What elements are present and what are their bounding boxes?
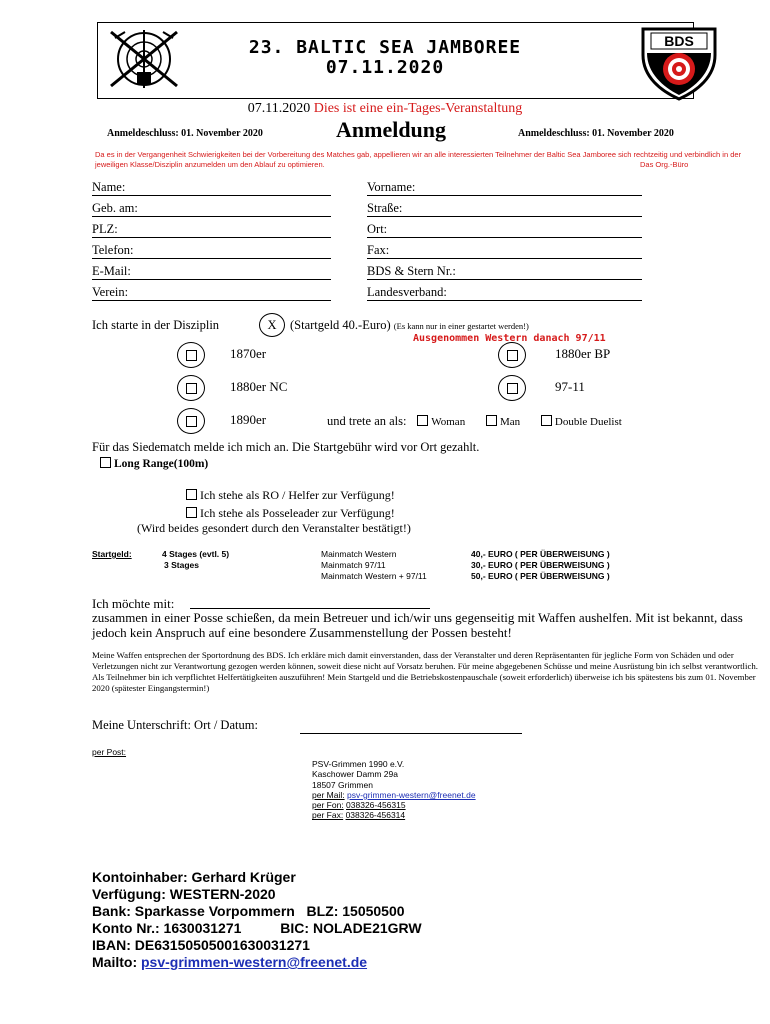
email-field[interactable] (92, 279, 331, 280)
post-mail-row (312, 790, 476, 800)
post-street: Kaschower Damm 29a (312, 769, 398, 780)
posseleader-label: Ich stehe als Posseleader zur Verfügung! (200, 506, 395, 520)
post-fon-value: 038326-456315 (346, 800, 406, 811)
notice-body: Da es in der Vergangenheit Schwierigkeiten bei der Vorbereitung des Matches gab, appellieren wir an alle interessierten Teilnehmer der Baltic Sea Jamboree sich rechtzeitig und verbindlich in der jeweiligen Klasse/Disziplin anzumelden um den Ablauf zu optimieren. (95, 150, 742, 169)
stages-2: 3 Stages (164, 560, 199, 570)
match-3: Mainmatch Western + 97/11 (321, 571, 427, 581)
siedematch-text: Für das Siedematch melde ich mich an. Die Startgebühr wird vor Ort gezahlt. (92, 440, 480, 454)
role-man-label: Man (499, 416, 521, 428)
strasse-field[interactable] (367, 216, 642, 217)
discipline-mark[interactable]: X (259, 313, 285, 337)
geb-label: Geb. am: (92, 201, 138, 215)
long-range-label: Long Range(100m) (114, 458, 209, 470)
per-post-label: per Post: (92, 747, 127, 757)
ro-option[interactable] (186, 488, 395, 503)
man-checkbox[interactable] (486, 415, 497, 426)
landesverband-field[interactable] (367, 300, 642, 301)
notice-text (95, 150, 745, 170)
discipline-fee-text: (Startgeld 40.-Euro) (290, 318, 391, 332)
email-label: E-Mail: (92, 264, 131, 278)
geb-field[interactable] (92, 216, 331, 217)
role-woman-label: Woman (431, 416, 466, 428)
match-1: Mainmatch Western (321, 549, 397, 559)
bds-field[interactable] (367, 279, 642, 280)
role-label: und trete an als: (327, 414, 407, 428)
price-3: 50,- EURO ( PER ÜBERWEISUNG ) (471, 571, 610, 581)
strasse-label: Straße: (367, 201, 403, 215)
ort-label: Ort: (367, 222, 388, 236)
match-2: Mainmatch 97/11 (321, 560, 386, 570)
post-fon-label: per Fon: (312, 800, 344, 811)
bank-name: Bank: Sparkasse Vorpommern BLZ: 15050500 (92, 903, 405, 919)
class-1880nc-checkbox[interactable] (177, 375, 205, 401)
bank-holder: Kontoinhaber: Gerhard Krüger (92, 869, 296, 885)
event-line (0, 101, 770, 117)
class-1880bp-label: 1880er BP (555, 346, 611, 361)
title-line-1: 23. BALTIC SEA JAMBOREE (248, 37, 522, 58)
posseleader-checkbox[interactable] (186, 507, 197, 518)
ro-checkbox[interactable] (186, 489, 197, 500)
verein-field[interactable] (92, 300, 331, 301)
discipline-fee-note: (Es kann nur in einer gestartet werden!) (393, 321, 529, 331)
startgeld-prices (471, 549, 610, 582)
bds-shield-logo (637, 25, 721, 101)
class-1880bp-checkbox[interactable] (498, 342, 526, 368)
role-row (327, 414, 622, 429)
helpers-note: (Wird beides gesondert durch den Veranstalter bestätigt!) (137, 521, 411, 535)
fax-label: Fax: (367, 243, 390, 257)
long-range-checkbox[interactable] (100, 457, 111, 468)
class-1870-checkbox[interactable] (177, 342, 205, 368)
post-fon-row (312, 800, 476, 810)
bank-mailto-label: Mailto: (92, 954, 138, 970)
landesverband-label: Landesverband: (367, 285, 447, 299)
woman-checkbox[interactable] (417, 415, 428, 426)
price-1: 40,- EURO ( PER ÜBERWEISUNG ) (471, 549, 610, 559)
role-double-duelist[interactable] (541, 416, 622, 428)
startgeld-matches (321, 549, 427, 582)
event-note: Dies ist eine ein-Tages-Veranstaltung (313, 101, 523, 116)
page-title (200, 38, 570, 78)
bank-mailto-row (92, 954, 422, 971)
bank-iban: IBAN: DE63150505001630031271 (92, 937, 310, 953)
class-1890-label: 1890er (230, 412, 267, 427)
fax-field[interactable] (367, 258, 642, 259)
post-mail-link[interactable]: psv-grimmen-western@freenet.de (346, 789, 476, 800)
title-line-2: 07.11.2020 (325, 57, 445, 78)
name-field[interactable] (92, 195, 331, 196)
notice-signature: Das Org.-Büro (640, 160, 689, 169)
price-2: 30,- EURO ( PER ÜBERWEISUNG ) (471, 560, 610, 570)
class-1890-checkbox[interactable] (177, 408, 205, 434)
startgeld-label: Startgeld: (92, 549, 132, 559)
post-mail-label: per Mail: (312, 789, 345, 800)
verein-label: Verein: (92, 285, 129, 299)
post-fax-value: 038326-456314 (345, 810, 406, 821)
class-1880nc-label: 1880er NC (230, 379, 288, 394)
deadline-right: Anmeldeschluss: 01. November 2020 (518, 128, 674, 139)
class-9711-label: 97-11 (555, 379, 585, 394)
post-org: PSV-Grimmen 1990 e.V. (312, 759, 405, 769)
stages-1: 4 Stages (evtl. 5) (162, 549, 230, 559)
signature-label: Meine Unterschrift: Ort / Datum: (92, 718, 258, 732)
signature-field[interactable] (300, 733, 522, 734)
discipline-label: Ich starte in der Disziplin (92, 318, 220, 332)
posseleader-option[interactable] (186, 506, 395, 521)
bds-logo-text: BDS (664, 33, 694, 49)
posse-label: Ich möchte mit: (92, 596, 175, 611)
class-1870-label: 1870er (230, 346, 267, 361)
form-title: Anmeldung (336, 117, 447, 142)
bank-mailto-link[interactable]: psv-grimmen-western@freenet.de (141, 954, 368, 970)
post-address (312, 759, 476, 821)
posse-text: zusammen in einer Posse schießen, da mein Betreuer und ich/wir uns gegenseitig mit Waffen aushelfen. Mit ist bekannt, dass jedoch kein Anspruch auf eine besondere Zusammenstellung der Possen besteht! (92, 610, 743, 640)
name-label: Name: (92, 180, 126, 194)
bds-label: BDS & Stern Nr.: (367, 264, 456, 278)
bank-purpose: Verfügung: WESTERN-2020 (92, 886, 276, 902)
post-fax-row (312, 810, 476, 820)
post-city: 18507 Grimmen (312, 779, 373, 790)
post-fax-label: per Fax: (312, 810, 344, 821)
discipline-exception: Ausgenommen Western danach 97/11 (413, 333, 606, 344)
class-9711-checkbox[interactable] (498, 375, 526, 401)
ort-field[interactable] (367, 237, 642, 238)
bank-konto: Konto Nr.: 1630031271 BIC: NOLADE21GRW (92, 920, 422, 936)
role-woman[interactable] (417, 416, 465, 428)
plz-label: PLZ: (92, 222, 118, 236)
bank-details (92, 869, 422, 971)
discipline-fee (290, 318, 529, 333)
long-range-option[interactable] (100, 457, 208, 470)
vorname-field[interactable] (367, 195, 642, 196)
event-date: 07.11.2020 (247, 101, 311, 116)
telefon-label: Telefon: (92, 243, 134, 257)
disclaimer: Meine Waffen entsprechen der Sportordnung des BDS. Ich erkläre mich damit einverstanden, dass der Veranstalter und deren Repräsentanten für jegliche Form von Schäden und oder Verletzungen nicht zur Verantwortung gezogen werden können, soweit diese nicht auf Vorsatz beruhen. Für meine abgegebenen Schüsse und meine Ausrüstung bin ich selbst verantwortlich. Als Teilnehmer bin ich verpflichtet Helfertätigkeiten auszuführen! Mein Startgeld und die Betriebskostenpauschale (soweit erforderlich) überweise ich bis spätestens bis zum 01. November 2020 (spätester Eingangstermin!) (92, 650, 758, 693)
role-double-duelist-label: Double Duelist (554, 416, 622, 428)
telefon-field[interactable] (92, 258, 331, 259)
crossed-rifles-target-logo (107, 28, 182, 91)
double-duelist-checkbox[interactable] (541, 415, 552, 426)
vorname-label: Vorname: (367, 180, 416, 194)
plz-field[interactable] (92, 237, 331, 238)
startgeld-stages (162, 549, 229, 571)
role-man[interactable] (486, 416, 520, 428)
deadline-left: Anmeldeschluss: 01. November 2020 (107, 128, 263, 139)
ro-label: Ich stehe als RO / Helfer zur Verfügung! (200, 488, 395, 502)
posse-partner-field[interactable] (190, 608, 430, 609)
